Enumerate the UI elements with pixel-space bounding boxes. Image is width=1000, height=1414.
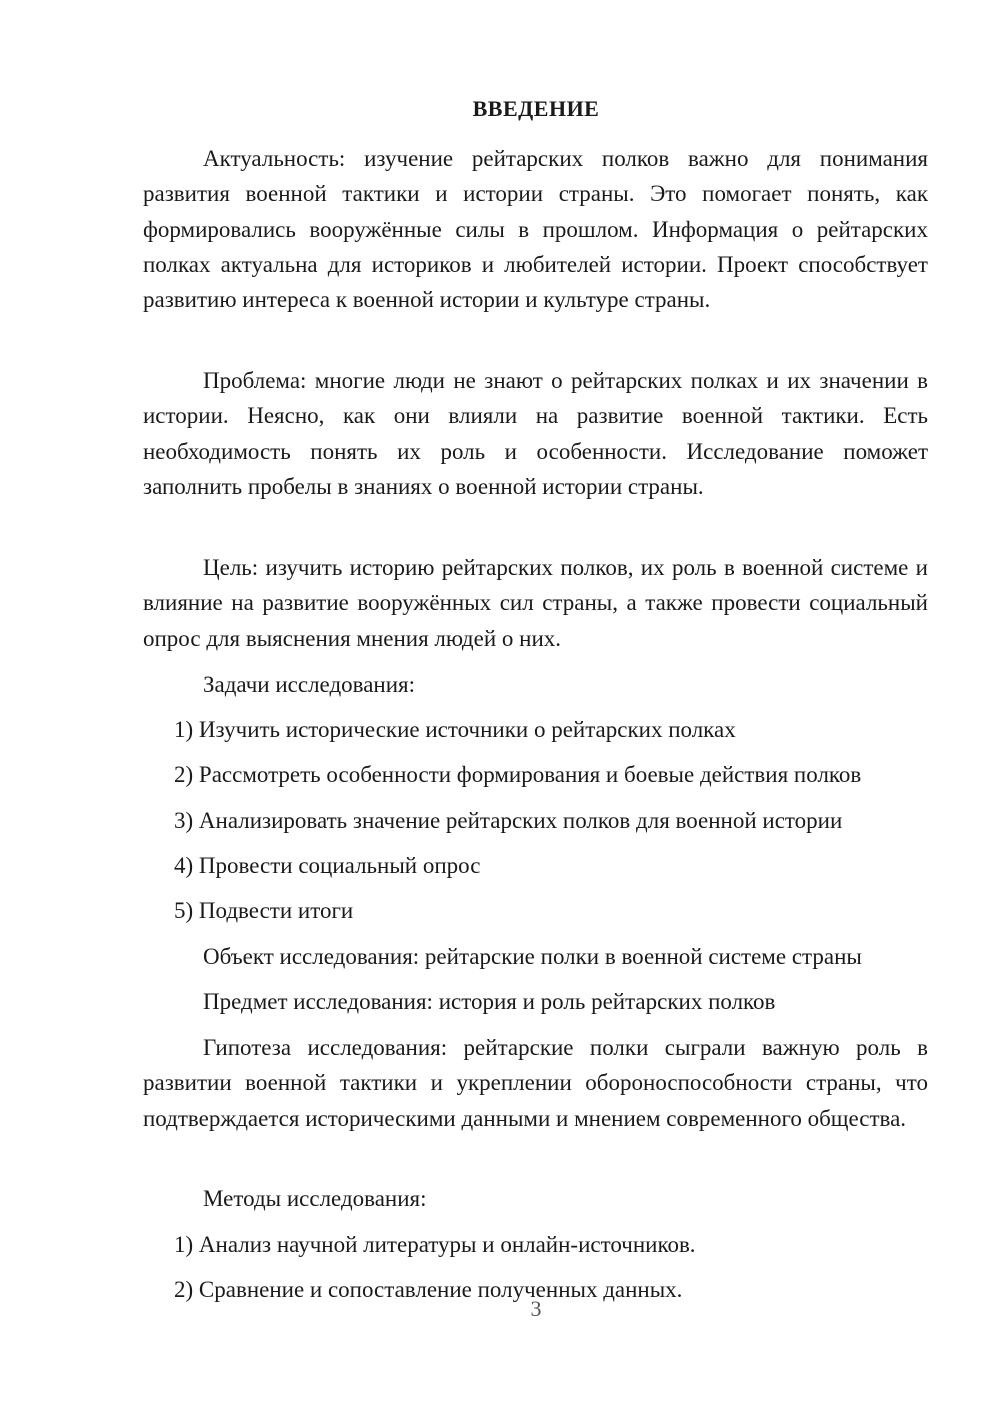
methods-heading: Методы исследования:: [203, 1186, 427, 1211]
page-title: ВВЕДЕНИЕ: [472, 96, 600, 121]
list-item: 2) Сравнение и сопоставление полученных данных.: [174, 1277, 683, 1302]
problem-paragraph: Проблема: многие люди не знают о рейтарских полках и их значении в истории. Неясно, как они влияли на развитие военной тактики. Есть необходимость понять их роль и особенности. Исследование поможет заполнить пробелы в знаниях о военной истории страны.: [143, 368, 928, 499]
list-item: 2) Рассмотреть особенности формирования и боевые действия полков: [174, 762, 862, 787]
research-subject: Предмет исследования: история и роль рейтарских полков: [203, 989, 776, 1014]
list-item: 1) Изучить исторические источники о рейтарских полках: [174, 717, 736, 742]
goal-paragraph: Цель: изучить историю рейтарских полков, их роль в военной системе и влияние на развитие вооружённых сил страны, а также провести социальный опрос для выяснения мнения людей о них.: [143, 555, 928, 651]
list-item: 3) Анализировать значение рейтарских полков для военной истории: [174, 808, 843, 833]
tasks-heading: Задачи исследования:: [203, 672, 416, 697]
list-item: 4) Провести социальный опрос: [174, 853, 481, 878]
relevance-paragraph: Актуальность: изучение рейтарских полков важно для понимания развития военной тактики и истории страны. Это помогает понять, как формировались вооружённые силы в прошлом. Информация о рейтарских полках актуальна для историков и любителей истории. Проект способствует развитию интереса к военной истории и культуре страны.: [143, 146, 928, 313]
research-object: Объект исследования: рейтарские полки в военной системе страны: [203, 944, 862, 969]
list-item: 5) Подвести итоги: [174, 898, 354, 923]
list-item: 1) Анализ научной литературы и онлайн-источников.: [174, 1232, 696, 1257]
page-number: 3: [530, 1296, 542, 1321]
hypothesis-paragraph: Гипотеза исследования: рейтарские полки сыграли важную роль в развитии военной тактики и укреплении обороноспособности страны, что подтверждается историческими данными и мнением современного общества.: [143, 1035, 928, 1131]
